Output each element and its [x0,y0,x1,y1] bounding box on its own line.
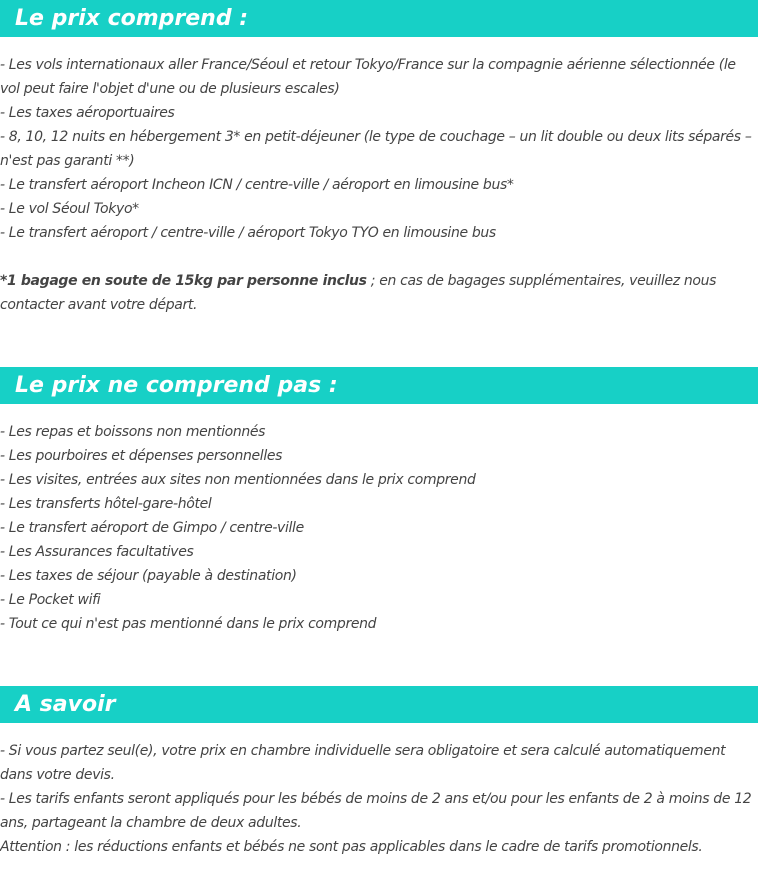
list-item: - Le transfert aéroport Incheon ICN / centre-ville / aéroport en limousine bus* [0,177,514,193]
list-item: - Les Assurances facultatives [0,544,194,560]
spacer [0,245,756,269]
list-item: - 8, 10, 12 nuits en hébergement 3* en petit-déjeuner (le type de couchage – un lit double ou deux lits séparés – n'est pas garanti **) [0,129,752,169]
not-included-list [0,420,756,636]
list-item: - Les taxes de séjour (payable à destination) [0,568,297,584]
included-list [0,53,756,317]
baggage-note-rest: ; en cas de bagages supplémentaires, veuillez nous contacter avant votre départ. [0,273,717,313]
list-item: - Les visites, entrées aux sites non mentionnées dans le prix comprend [0,472,476,488]
list-item: - Le transfert aéroport / centre-ville / aéroport Tokyo TYO en limousine bus [0,225,496,241]
list-item: - Les pourboires et dépenses personnelles [0,448,283,464]
list-item: - Le transfert aéroport de Gimpo / centre-ville [0,520,304,536]
section-header-included: Le prix comprend : [0,0,758,37]
good-to-know-list [0,739,756,859]
list-item: - Le vol Séoul Tokyo* [0,201,139,217]
list-item: - Les repas et boissons non mentionnés [0,424,266,440]
list-item: - Les vols internationaux aller France/Séoul et retour Tokyo/France sur la compagnie aérienne sélectionnée (le vol peut faire l'objet d'une ou de plusieurs escales) [0,57,736,97]
list-item: - Tout ce qui n'est pas mentionné dans le prix comprend [0,616,377,632]
list-item: - Les transferts hôtel-gare-hôtel [0,496,212,512]
baggage-note [0,269,756,317]
section-header-not-included: Le prix ne comprend pas : [0,367,758,404]
list-item: - Le Pocket wifi [0,592,101,608]
list-item: - Les taxes aéroportuaires [0,105,175,121]
section-header-good-to-know: A savoir [0,686,758,723]
list-item: Attention : les réductions enfants et bébés ne sont pas applicables dans le cadre de tarifs promotionnels. [0,839,703,855]
baggage-note-bold: *1 bagage en soute de 15kg par personne inclus [0,273,367,289]
list-item: - Si vous partez seul(e), votre prix en chambre individuelle sera obligatoire et sera calculé automatiquement dans votre devis. [0,743,726,783]
list-item: - Les tarifs enfants seront appliqués pour les bébés de moins de 2 ans et/ou pour les enfants de 2 à moins de 12 ans, partageant la chambre de deux adultes. [0,791,752,831]
